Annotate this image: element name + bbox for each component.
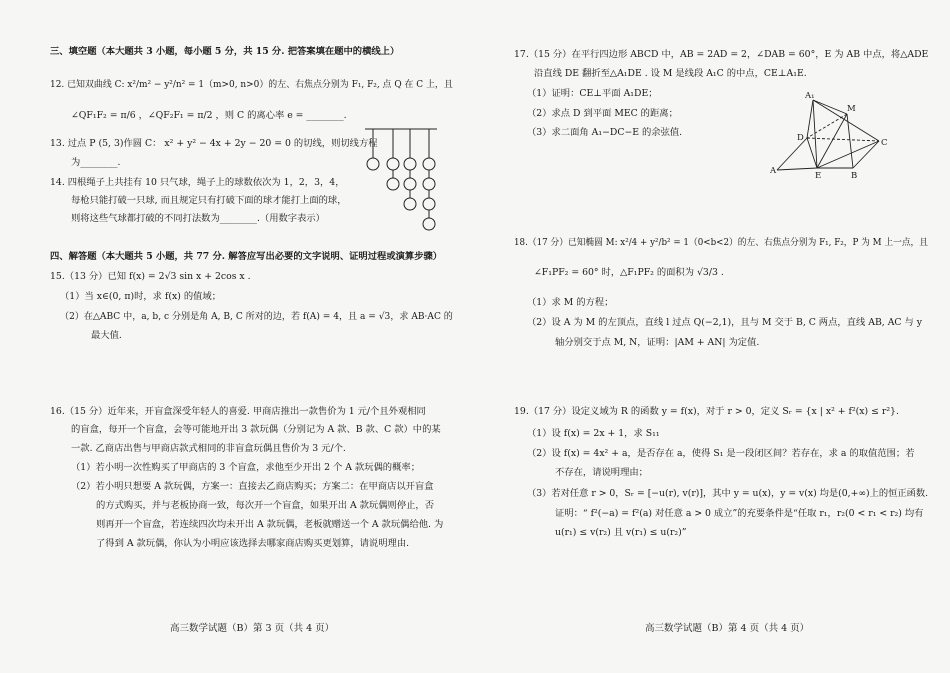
question-17-part-3: （3）求二面角 A₁−DC−E 的余弦值. [527,127,683,138]
question-13-line-1: 13. 过点 P (5, 3)作圆 C： x² + y² − 4x + 2y − 20 = 0 的切线，则切线方程 [50,138,378,149]
question-19-part-1: （1）设 f(x) = 2x + 1，求 S₁₁ [527,428,660,439]
question-15-stem: 15.（13 分）已知 f(x) = 2√3 sin x + 2cos x . [50,271,251,282]
question-16-line-2: 的盲盒，每开一个盲盒，会等可能地开出 3 款玩偶（分别记为 A 款、B 款、C 款）中的某 [71,424,441,435]
figure-label-E: E [815,171,822,181]
question-16-part-2-line-4: 了得到 A 款玩偶，你认为小明应该选择去哪家商店购买更划算，请说明理由. [96,538,410,549]
question-19-part-2-line-1: （2）设 f(x) = 4x² + a，是否存在 a，使得 S₁ 是一段闭区间？若存在，求 a 的取值范围；若 [527,448,915,459]
folded-parallelogram-figure [767,88,887,188]
question-17-part-1: （1）证明：CE⊥平面 A₁DE； [527,88,658,99]
section-solutions-heading: 四、解答题（本大题共 5 小题，共 77 分. 解答应写出必要的文字说明、证明过程或演算步骤） [50,251,443,262]
question-15-part-1: （1）当 x∈(0, π)时，求 f(x) 的值域； [60,291,222,302]
page-3-footer: 高三数学试题（B）第 3 页（共 4 页） [170,623,335,634]
question-19-part-2-line-2: 不存在，请说明理由； [555,467,648,478]
question-17-line-1: 17.（15 分）在平行四边形 ABCD 中，AB = 2AD = 2，∠DAB = 60°，E 为 AB 中点，将△ADE [514,49,929,60]
question-12-line-1: 12. 已知双曲线 C: x²/m² − y²/n² = 1（m>0, n>0）的左、右焦点分别为 F₁, F₂, 点 Q 在 C 上，且 [50,79,453,90]
question-16-part-2-line-1: （2）若小明只想要 A 款玩偶，方案一：直接去乙商店购买；方案二：在甲商店以开盲盒 [71,481,434,492]
figure-label-M: M [847,104,856,114]
question-17-line-2: 沿直线 DE 翻折至△A₁DE . 设 M 是线段 A₁C 的中点，CE⊥A₁E. [534,68,807,79]
question-16-part-1: （1）若小明一次性购买了甲商店的 3 个盲盒，求他至少开出 2 个 A 款玩偶的概率； [71,462,420,473]
question-16-line-1: 16.（15 分）近年来，开盲盒深受年轻人的喜爱. 甲商店推出一款售价为 1 元/个且外观相同 [50,406,426,417]
question-19-stem: 19.（17 分）设定义域为 R 的函数 y = f(x)，对于 r > 0，定义 Sᵣ = {x | x² + f²(x) ≤ r²}. [514,406,899,417]
figure-label-A1: A₁ [805,91,815,101]
figure-label-C: C [881,138,888,148]
question-14-line-3: 则将这些气球都打破的不同打法数为________.（用数字表示） [71,213,325,224]
section-fill-in-heading: 三、填空题（本大题共 3 小题，每小题 5 分，共 15 分. 把答案填在题中的横线上） [50,46,400,57]
question-18-part-1: （1）求 M 的方程； [527,297,614,308]
question-13-line-2: 为________. [71,157,121,168]
question-18-part-2-line-2: 轴分别交于点 M, N，证明：|AM + AN| 为定值. [555,337,760,348]
figure-label-D: D [797,133,804,143]
question-18-part-2-line-1: （2）设 A 为 M 的左顶点，直线 l 过点 Q(−2,1)，且与 M 交于 B, C 两点，直线 AB, AC 与 y [527,317,922,328]
balloon-ropes-figure [365,126,445,236]
question-16-part-2-line-2: 的方式购买，并与老板协商一致，每次开一个盲盒，如果开出 A 款玩偶则停止，否 [96,500,435,511]
figure-label-A: A [770,166,777,176]
page-4 [475,0,950,673]
question-12-line-2: ∠QF₁F₂ = π/6 ，∠QF₂F₁ = π/2 ，则 C 的离心率 e = ________. [71,110,347,121]
question-18-line-2: ∠F₁PF₂ = 60° 时，△F₁PF₂ 的面积为 √3/3 . [534,267,724,278]
question-17-part-2: （2）求点 D 到平面 MEC 的距离； [527,108,678,119]
question-16-line-3: 一款. 乙商店出售与甲商店款式相同的非盲盒玩偶且售价为 3 元/个. [71,443,346,454]
figure-label-B: B [851,171,858,181]
question-18-line-1: 18.（17 分）已知椭圆 M: x²/4 + y²/b² = 1（0<b<2）的左、右焦点分别为 F₁, F₂，P 为 M 上一点，且 [514,237,929,248]
question-16-part-2-line-3: 则再开一个盲盒，若连续四次均未开出 A 款玩偶，老板就赠送一个 A 款玩偶给他. 为 [96,519,444,530]
question-19-part-3-line-1: （3）若对任意 r > 0，Sᵣ = [−u(r), v(r)]，其中 y = u(x)，y = v(x) 均是(0,+∞)上的恒正函数. [527,488,929,499]
question-19-part-3-line-3: u(r₁) ≤ v(r₂) 且 v(r₁) ≤ u(r₂)” [555,527,687,538]
question-19-part-3-line-2: 证明：“ f²(−a) = f²(a) 对任意 a > 0 成立”的充要条件是“任取 r₁，r₂(0 < r₁ < r₂) 均有 [555,508,924,519]
question-14-line-1: 14. 四根绳子上共挂有 10 只气球，绳子上的球数依次为 1，2，3，4， [50,177,345,188]
question-14-line-2: 每枪只能打破一只球, 而且规定只有打破下面的球才能打上面的球， [71,195,347,206]
question-15-part-2-cont: 最大值. [91,330,122,341]
page-4-footer: 高三数学试题（B）第 4 页（共 4 页） [645,623,810,634]
question-15-part-2: （2）在△ABC 中，a, b, c 分别是角 A, B, C 所对的边，若 f(A) = 4，且 a = √3，求 AB·AC 的 [60,311,453,322]
